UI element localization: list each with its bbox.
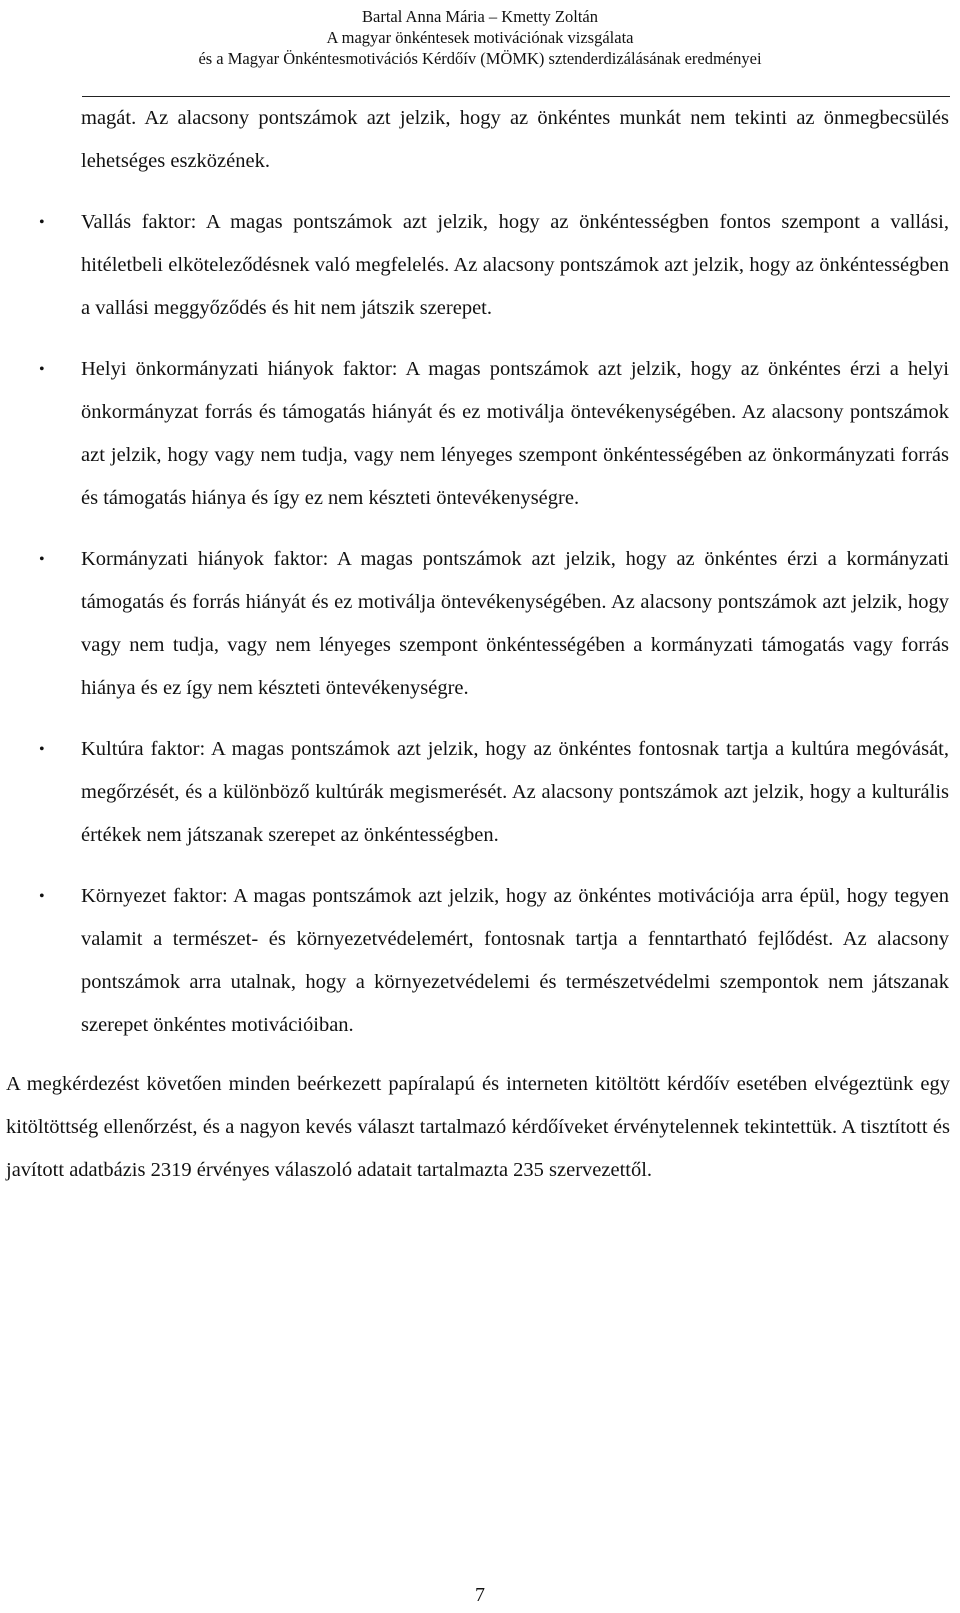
closing-paragraph: A megkérdezést követően minden beérkezett papíralapú és interneten kitöltött kérdőív esetében elvégeztünk egy kitöltöttség ellenőrzést, és a nagyon kevés választ tartalmazó kérdőíveket érvénytelennek tekintettük. A tisztított és javított adatbázis 2319 érvényes válaszoló adatait tartalmazta 235 szervezettől. xyxy=(6,1073,950,1181)
header-author: Bartal Anna Mária – Kmetty Zoltán xyxy=(362,7,598,26)
list-item-culture xyxy=(39,728,949,857)
list-item-text: Kormányzati hiányok faktor: A magas pontszámok azt jelzik, hogy az önkéntes érzi a kormányzati támogatás és forrás hiányát és ez motiválja öntevékenységében. Az alacsony pontszámok azt jelzik, hogy vagy nem tudja, vagy nem lényeges szempont önkéntességében a kormányzati támogatás vagy forrás hiánya és ez így nem készteti öntevékenységre. xyxy=(81,548,949,699)
bullet-icon: • xyxy=(39,214,45,231)
header-title-line1: A magyar önkéntesek motivációnak vizsgálata xyxy=(326,28,634,47)
list-item-text: Kultúra faktor: A magas pontszámok azt jelzik, hogy az önkéntes fontosnak tartja a kultúra megóvását, megőrzését, és a különböző kultúrák megismerését. Az alacsony pontszámok azt jelzik, hogy a kulturális értékek nem játszanak szerepet az önkéntességben. xyxy=(81,738,949,846)
list-item-text: Helyi önkormányzati hiányok faktor: A magas pontszámok azt jelzik, hogy az önkéntes érzi a helyi önkormányzat forrás és támogatás hiányát és ez motiválja öntevékenységében. Az alacsony pontszámok azt jelzik, hogy vagy nem tudja, vagy nem lényeges szempont önkéntességében az önkormányzati forrás és támogatás hiánya és így ez nem készteti öntevékenységre. xyxy=(81,358,949,509)
bullet-icon: • xyxy=(39,741,45,758)
bullet-icon: • xyxy=(39,888,45,905)
page-body xyxy=(0,97,960,1192)
header-title-line2: és a Magyar Önkéntesmotivációs Kérdőív (MÖMK) sztenderdizálásának eredményei xyxy=(198,49,762,68)
list-item-text: Vallás faktor: A magas pontszámok azt jelzik, hogy az önkéntességben fontos szempont a vallási, hitéletbeli elköteleződésnek való megfelelés. Az alacsony pontszámok azt jelzik, hogy az önkéntességben a vallási meggyőződés és hit nem játszik szerepet. xyxy=(81,211,949,319)
list-item-religion xyxy=(39,201,949,330)
list-item-local-government xyxy=(39,348,949,520)
continuation-paragraph: magát. Az alacsony pontszámok azt jelzik, hogy az önkéntes munkát nem tekinti az önmegbecsülés lehetséges eszközének. xyxy=(81,107,949,172)
bullet-icon: • xyxy=(39,361,45,378)
list-item-government xyxy=(39,538,949,710)
bullet-icon: • xyxy=(39,551,45,568)
list-item-text: Környezet faktor: A magas pontszámok azt jelzik, hogy az önkéntes motivációja arra épül, hogy tegyen valamit a természet- és környezetvédelemért, fontosnak tartja a fenntartható fejlődést. Az alacsony pontszámok arra utalnak, hogy a környezetvédelemi és természetvédelmi szempontok nem játszanak szerepet önkéntes motivációiban. xyxy=(81,885,949,1036)
page-number: 7 xyxy=(475,1584,485,1606)
running-header xyxy=(0,6,960,69)
list-item-environment xyxy=(39,875,949,1047)
